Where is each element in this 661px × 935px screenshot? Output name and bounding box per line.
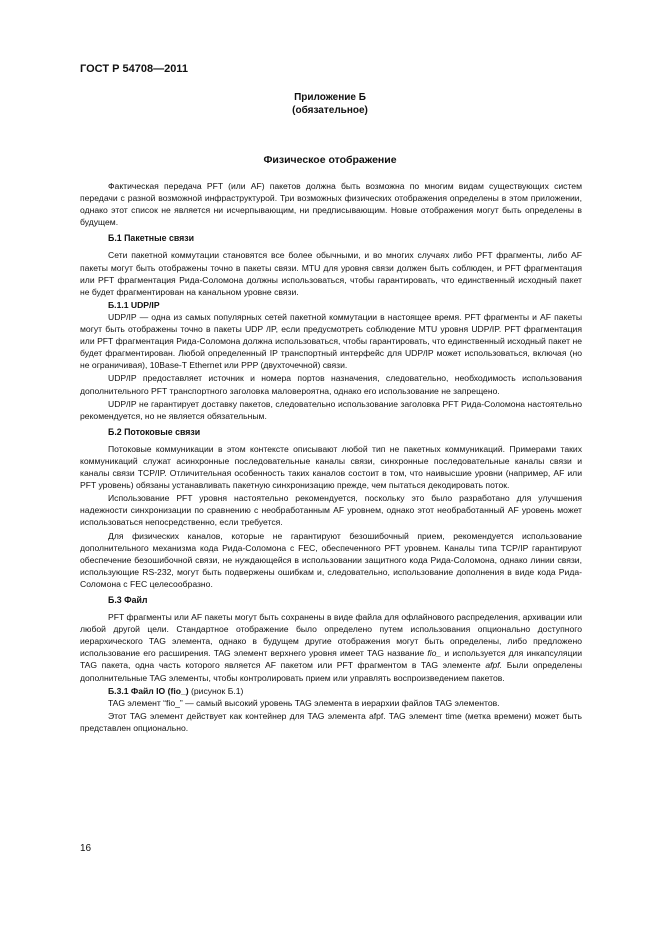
section-heading-b2: Б.2 Потоковые связи — [108, 426, 201, 437]
paragraph: Этот TAG элемент действует как контейнер для TAG элемента afpf. TAG элемент time (метка времени) может быть представлен опционально. — [80, 710, 582, 733]
page-title: Физическое отображение — [263, 154, 397, 166]
subsection-heading-b31 — [80, 685, 582, 697]
tag-name: afpf. — [485, 660, 503, 671]
paragraph: Для физических каналов, которые не гарантируют безошибочный прием, рекомендуется использование дополнительного механизма кода Рида-Соломона с FEC, обеспеченного PFT уровнем. Каналы типа TCP/IP гарантируют обеспечение безошибочной связи, не нуждающейся в использовании защитного кода Рида-Соломона, однако линии связи, использующие RS-232, могут быть подвержены ошибкам и, следовательно, использование дополнения в виде кода Рида-Соломона с FEC целесообразно. — [80, 530, 582, 589]
figure-reference: (рисунок Б.1) — [191, 685, 244, 696]
paragraph: UDP/IP предоставляет источник и номера портов назначения, следовательно, необходимость использования дополнительного PFT транспортного заголовка маловероятна, однако его использование не запрещено. — [80, 373, 582, 396]
text-run: и используется для инкапсуляции TAG пакета, одна часть которого является AF пакетом или PFT фрагментом в TAG элементе — [80, 648, 583, 671]
subsection-heading-b11: Б.1.1 UDP/IP — [108, 299, 160, 310]
section-heading-b1: Б.1 Пакетные связи — [108, 233, 195, 244]
page-number: 16 — [80, 843, 92, 854]
text-run: PFT фрагменты или AF пакеты могут быть сохранены в виде файла для офлайнового распределения, архивации или любой другой цели. Стандартное отображение было определено путем использования опционально доступного иерархического TAG элемента, однако в будущем другие отображения могут быть определены, либо предложено использование его расширения. TAG элемент верхнего уровня имеет TAG название — [80, 612, 582, 659]
paragraph — [80, 611, 582, 684]
paragraph: UDP/IP — одна из самых популярных сетей пакетной коммутации в настоящее время. PFT фрагменты и AF пакеты могут быть отображены точно в пакеты UDP /IP, если предусмотреть соблюдение MTU уровня UDP/IP. PFT фрагментация или PFT фрагментация Рида-Соломона должна использоваться, чтобы гарантировать, что единственный исходный пакет не будет фрагментирован. Любой определенный IP транспортный интерфейс для UDP/IP может использоваться, включая (но не ограничивая), 10Base-T Ethernet или PPP (двухточечной) связи. — [80, 311, 582, 371]
text-run: Были определены дополнительные TAG элементы, чтобы контролировать прием или управлять воспроизведением пакетов. — [80, 660, 583, 683]
paragraph: Использование PFT уровня настоятельно рекомендуется, поскольку это было разработано для улучшения надежности синхронизации по сравнению с необработанным AF уровнем, однако этот необработанный AF уровень может использоваться непосредственно, если требуется. — [80, 493, 582, 528]
appendix-label: Приложение Б — [294, 92, 366, 103]
standard-header: ГОСТ Р 54708—2011 — [80, 63, 188, 75]
paragraph: TAG элемент “fio_” — самый высокий уровень TAG элемента в иерархии файлов TAG элементов. — [108, 697, 500, 708]
paragraph: UDP/IP не гарантирует доставку пакетов, следовательно использование заголовка PFT Рида-Соломона настоятельно рекомендуется, но не является обязательным. — [80, 398, 582, 421]
intro-paragraph: Фактическая передача PFT (или AF) пакетов должна быть возможна по многим видам существующих систем передачи с разной возможной инфраструктурой. Три возможных физических отображения определены в этом приложении, однако этот список не является ни исчерпывающим, ни предписывающим. Новые отображения могут быть определены в будущем. — [80, 181, 582, 228]
paragraph: Потоковые коммуникации в этом контексте описывают любой тип не пакетных коммуникаций. Примерами таких коммуникаций служат асинхронные последовательные каналы связи, синхронные последовательные каналы связи и каналы связи TCP/IP. Отличительная особенность таких каналов состоит в том, что наивысшие уровни (например, AF или PFT уровень) обязаны устанавливать пакетную синхронизацию прежде, чем пытаться декодировать поток. — [80, 443, 582, 491]
document-body — [80, 180, 582, 735]
appendix-status: (обязательное) — [292, 105, 368, 116]
paragraph: Сети пакетной коммутации становятся все более обычными, и во многих случаях либо PFT фрагменты, либо AF пакеты могут быть отображены точно в пакеты связи. MTU для уровня связи должен быть соблюден, и PFT фрагментация или PFT фрагментация Рида-Соломона должны использоваться, чтобы гарантировать, что единственный исходный пакет не будет фрагментирован на канальном уровне связи. — [80, 250, 582, 297]
section-heading-b3: Б.3 Файл — [108, 595, 148, 605]
subsection-title: Б.3.1 Файл IO (fio_) — [108, 685, 189, 696]
tag-name: fio_ — [427, 648, 442, 659]
